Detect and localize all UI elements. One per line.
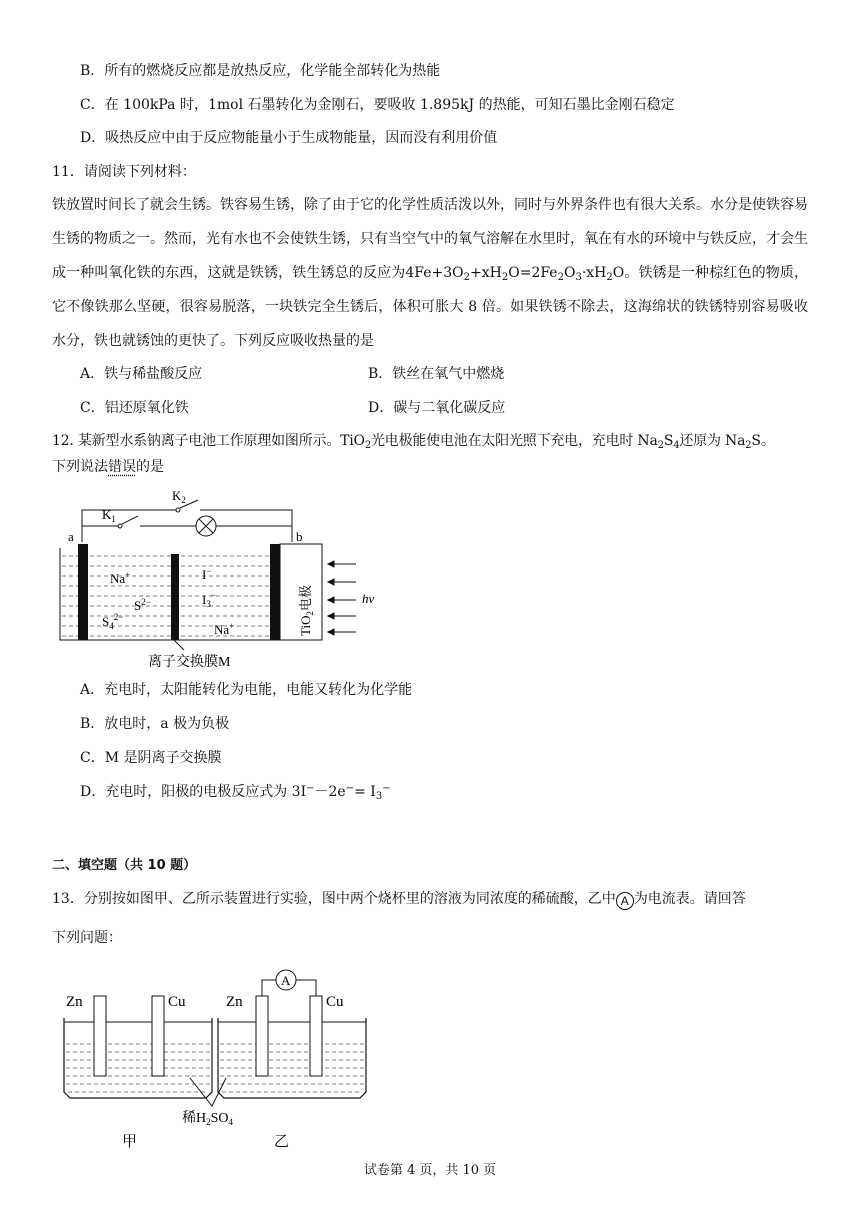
zn-cu-cell-diagram bbox=[60, 960, 380, 1155]
na-plus-left: Na+ bbox=[110, 570, 131, 586]
q13-stem-line2: 下列问题： bbox=[52, 930, 122, 946]
cu-label-right: Cu bbox=[326, 994, 344, 1010]
q12-stem: 12. 某新型水系钠离子电池工作原理如图所示。TiO$_2$光电极能使电池在太阳光照下充电，充电时 $Na_2S_4$还原为 $Na_2S$。 bbox=[52, 433, 775, 451]
acid-label: 稀$H_2SO_4$ bbox=[182, 1111, 234, 1127]
q12-option-a: A．充电时，太阳能转化为电能，电能又转化为化学能 bbox=[80, 682, 413, 698]
ammeter-symbol-inline: A bbox=[616, 892, 634, 910]
iodide-ion: I− bbox=[202, 566, 212, 582]
zn-label-right: Zn bbox=[226, 994, 243, 1010]
zn-label-left: Zn bbox=[66, 994, 83, 1010]
q12-option-b: B．放电时，a 极为负极 bbox=[80, 716, 230, 732]
q10-option-d: D．吸热反应中由于反应物能量小于生成物能量，因而没有利用价值 bbox=[80, 130, 498, 146]
q10-option-b: B．所有的燃烧反应都是放热反应，化学能全部转化为热能 bbox=[80, 63, 441, 79]
q11-passage: 铁放置时间长了就会生锈。铁容易生锈，除了由于它的化学性质活泼以外，同时与外界条件也有很大关系。水分是使铁容易生锈的物质之一。然而，光有水也不会使铁生锈，只有当空气中的氧气溶解在水里时，氧在有水的环境中与铁反应，才会生成一种叫氧化铁的东西，这就是铁锈，铁生锈总的反应为$4Fe+3O_2+xH_2O=2Fe_2O_3\cdot xH_2O$。铁锈是一种棕红色的物质，它不像铁那么坚硬，很容易脱落，一块铁完全生锈后，体积可胀大 8 倍。如果铁锈不除去，这海绵状的铁锈特别容易吸收水分，铁也就锈蚀的更快了。下列反应吸收热量的是 bbox=[52, 197, 809, 349]
na-plus-right: Na+ bbox=[214, 621, 235, 637]
polysulfide-ion: $S_4^{2-}$ bbox=[102, 612, 124, 631]
q12-option-d: D．充电时，阳极的电极反应式为 $3I^--2e^-= I_3^-$ bbox=[80, 783, 391, 802]
q11-option-d: D．碳与二氧化碳反应 bbox=[368, 400, 506, 416]
q10-option-c: C．在 100kPa 时，1mol 石墨转化为金刚石，要吸收 1.895kJ 的热能，可知石墨比金刚石稳定 bbox=[80, 97, 675, 113]
jia-label: 甲 bbox=[122, 1134, 138, 1150]
q12-option-c: C．M 是阴离子交换膜 bbox=[80, 750, 222, 766]
q11-option-a: A．铁与稀盐酸反应 bbox=[80, 366, 203, 382]
section-title: 二、填空题（共 10 题） bbox=[52, 858, 197, 873]
q11-option-b: B．铁丝在氧气中燃烧 bbox=[368, 366, 505, 382]
yi-label: 乙 bbox=[274, 1134, 290, 1150]
q11-option-c: C．铝还原氧化铁 bbox=[80, 400, 189, 416]
light-hv-label: hv bbox=[362, 591, 375, 606]
q12-stem-line2: 下列说法错误的是 bbox=[52, 459, 164, 475]
membrane-label: 离子交换膜M bbox=[148, 655, 231, 670]
k2-label: $K_2$ bbox=[172, 488, 186, 505]
page-footer: 试卷第 4 页，共 10 页 bbox=[363, 1163, 497, 1178]
q13-stem-line1: 13．分别按如图甲、乙所示装置进行实验，图中两个烧杯里的溶液为同浓度的稀硫酸，乙中 A 为电流表。请回答 bbox=[52, 891, 746, 908]
ammeter-icon: A bbox=[281, 973, 291, 988]
cu-label-left: Cu bbox=[168, 994, 186, 1010]
electrode-b-label: b bbox=[296, 529, 303, 544]
q11-stem: 11．请阅读下列材料： bbox=[52, 164, 196, 180]
triiodide-ion: $I_3^-$ bbox=[202, 590, 216, 609]
battery-diagram bbox=[56, 486, 396, 670]
sulfide-ion: $S^{2-}$ bbox=[134, 597, 151, 613]
electrode-a-label: a bbox=[68, 529, 74, 544]
k1-label: $K_1$ bbox=[102, 507, 116, 524]
tio2-electrode-label: TiO$_2$电极 bbox=[298, 585, 315, 636]
